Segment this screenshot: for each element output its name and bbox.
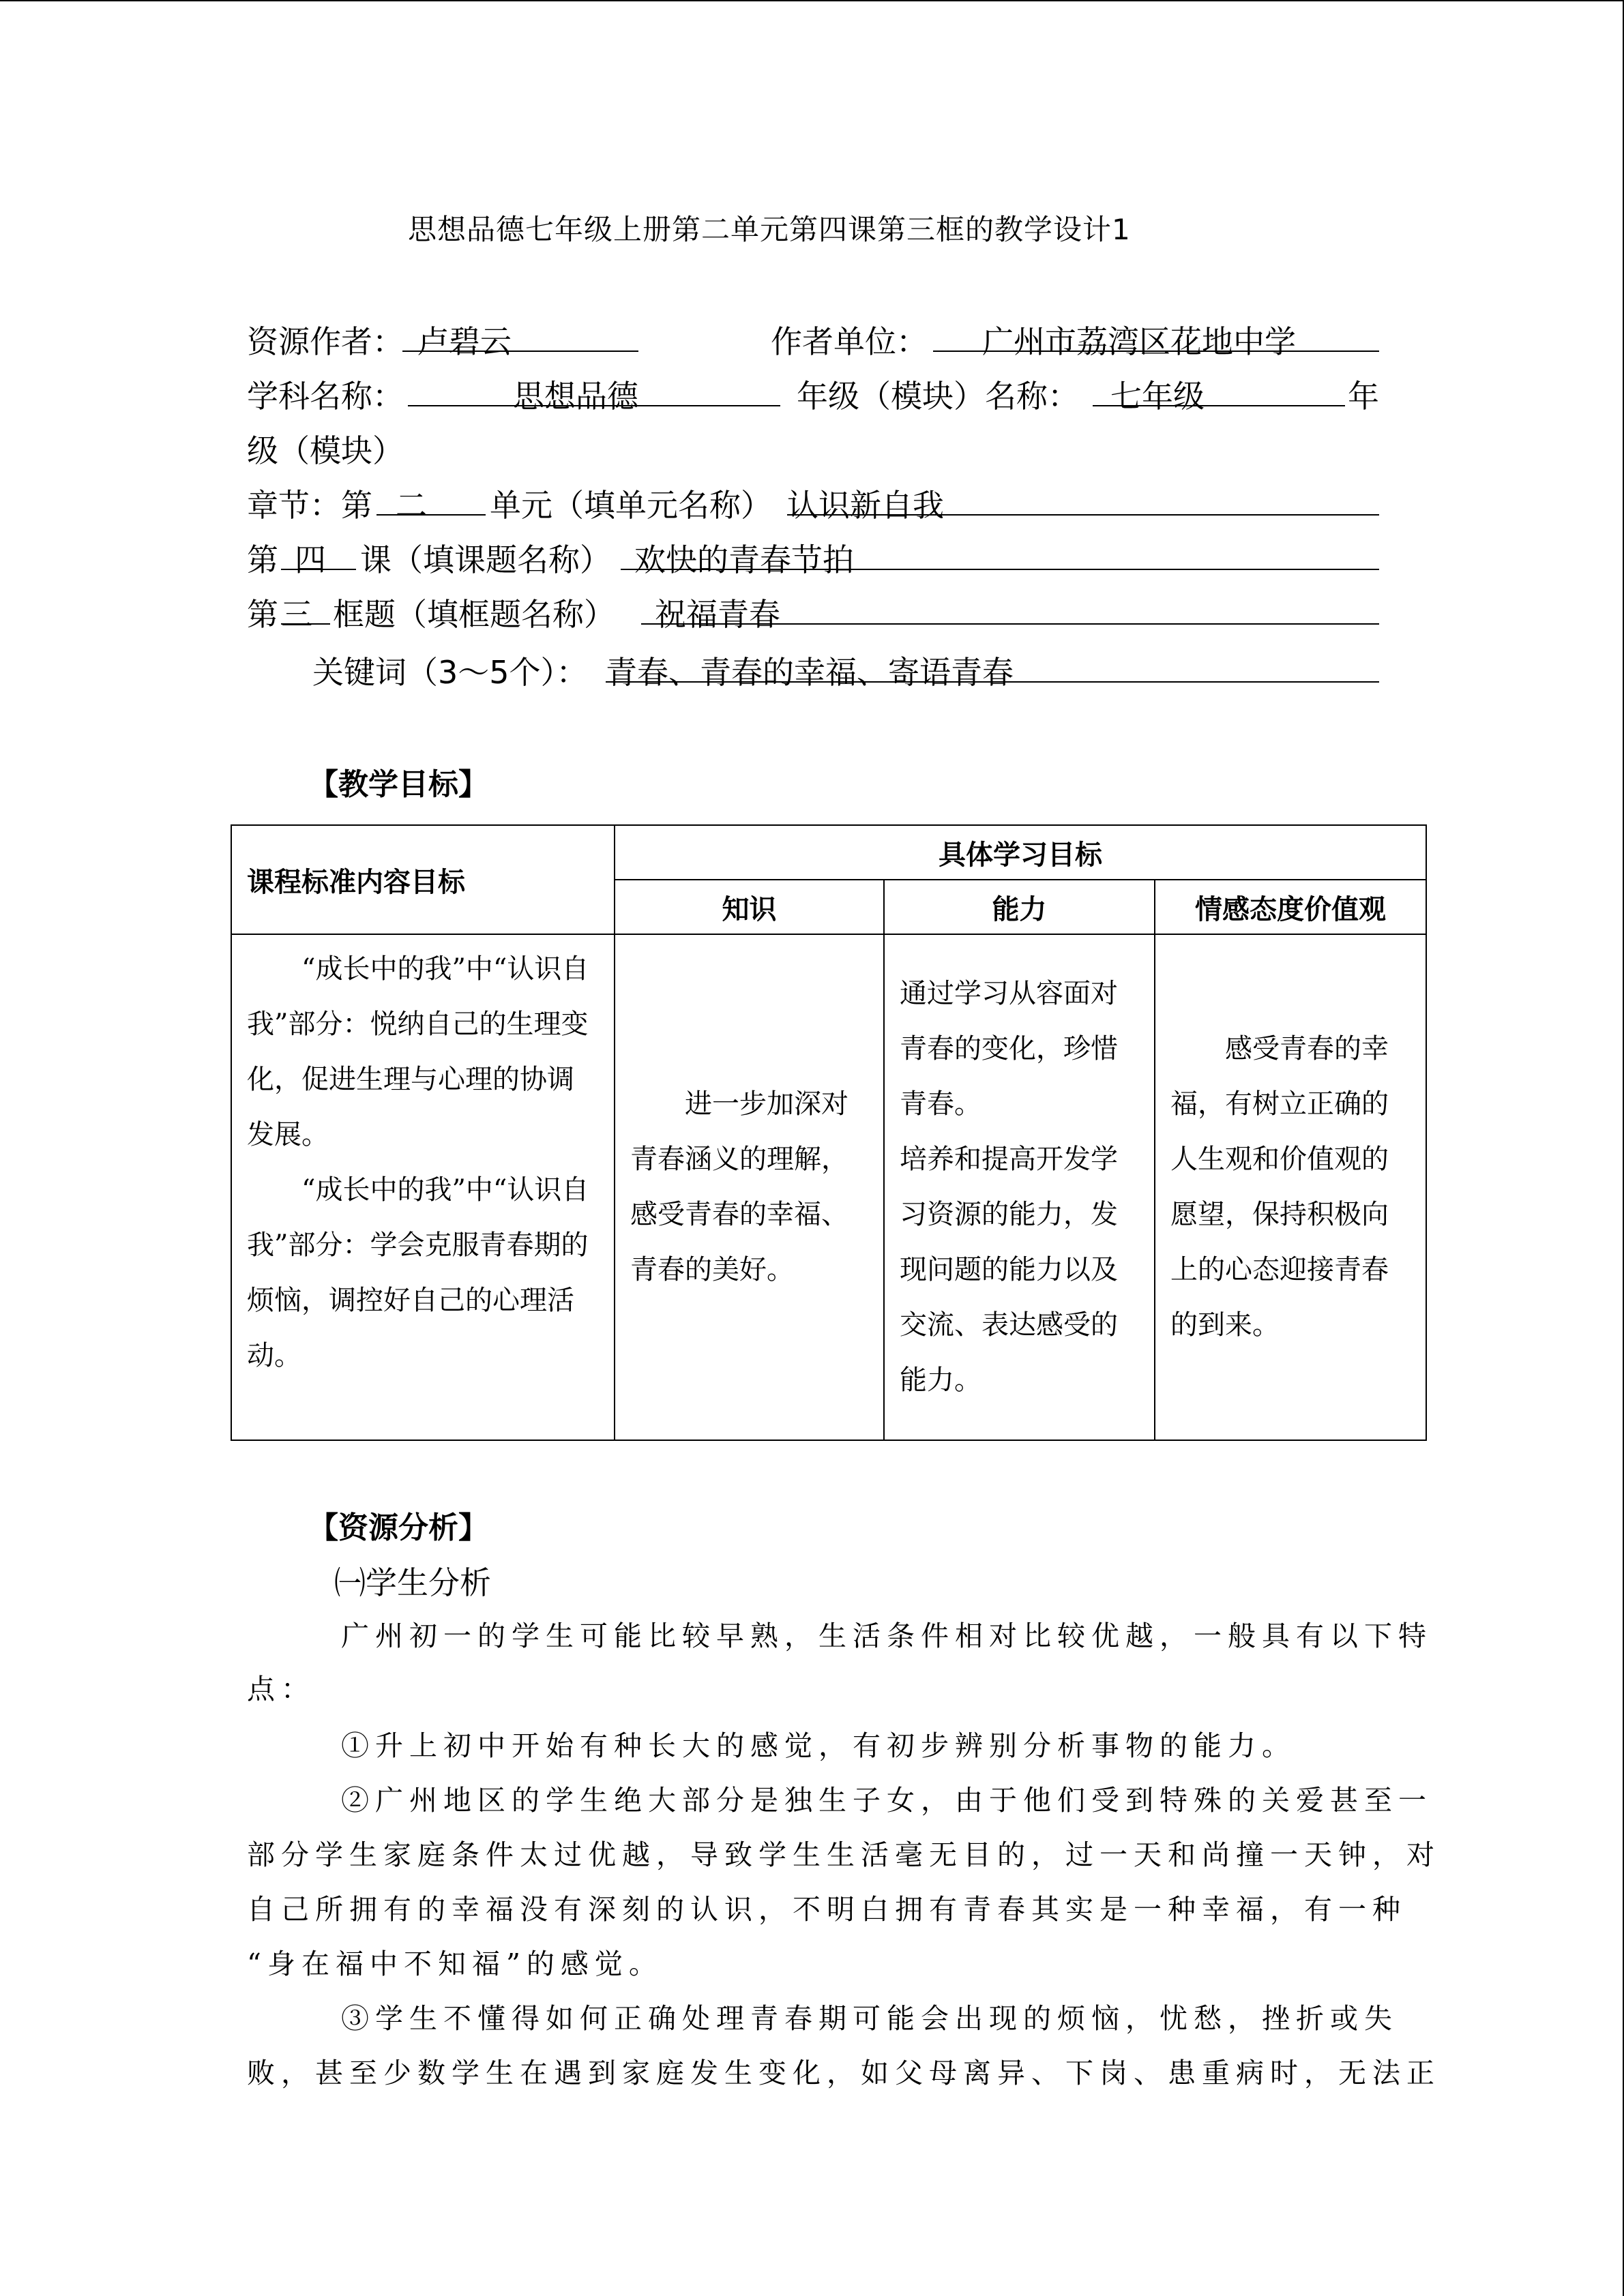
grade-value: 七年级 [1110, 378, 1205, 415]
chapter-num-underline [377, 483, 486, 516]
analysis-line: 部分学生家庭条件太过优越，导致学生生活毫无目的，过一天和尚撞一天钟，对 [247, 1838, 1441, 1871]
standard-paragraph: “成长中的我”中“认识自我”部分：学会克服青春期的烦恼，调控好自己的心理活动。 [247, 1174, 589, 1371]
lesson-num: 四 [295, 541, 326, 578]
ability-cell [884, 934, 1155, 1440]
standard-cell [231, 934, 615, 1440]
goals-heading: 【教学目标】 [308, 767, 488, 802]
analysis-line: ②广州地区的学生绝大部分是独生子女，由于他们受到特殊的关爱甚至一 [341, 1784, 1432, 1817]
document-title: 思想品德七年级上册第二单元第四课第三框的教学设计1 [408, 213, 1131, 246]
grade-label: 年级（模块）名称： [797, 378, 1079, 415]
grade-suffix: 年 [1348, 378, 1379, 415]
chapter-middle: 单元（填单元名称） [490, 487, 772, 524]
knowledge-text: 进一步加深对青春涵义的理解，感受青春的幸福、青春的美好。 [630, 1088, 848, 1285]
lesson-name: 欢快的青春节拍 [634, 541, 854, 578]
chapter-name: 认识新自我 [787, 487, 944, 524]
frame-name: 祝福青春 [655, 596, 780, 633]
subject-value: 思想品德 [513, 378, 638, 415]
col-ability-header: 能力 [884, 880, 1155, 934]
analysis-line: ③学生不懂得如何正确处理青春期可能会出现的烦恼，忧愁，挫折或失 [341, 2002, 1398, 2035]
unit-value: 广州市荔湾区花地中学 [982, 323, 1296, 360]
analysis-line: 点： [247, 1673, 315, 1705]
analysis-line: 自己所拥有的幸福没有深刻的认识，不明白拥有青春其实是一种幸福，有一种 [247, 1893, 1406, 1926]
lesson-middle: 课（填课题名称） [360, 541, 611, 578]
analysis-line: 广州初一的学生可能比较早熟，生活条件相对比较优越，一般具有以下特 [341, 1620, 1432, 1652]
student-analysis-heading: ㈠学生分析 [334, 1564, 491, 1601]
frame-prefix: 第 [247, 596, 278, 633]
author-value: 卢碧云 [417, 323, 512, 360]
ability-paragraph: 通过学习从容面对青春的变化，珍惜青春。 [900, 978, 1118, 1120]
author-label: 资源作者： [247, 323, 404, 360]
keywords-label: 关键词（3～5个）： [312, 654, 588, 691]
chapter-num: 二 [396, 487, 427, 524]
goals-table [231, 824, 1427, 1441]
col-standard-header: 课程标准内容目标 [231, 825, 615, 934]
analysis-heading: 【资源分析】 [308, 1510, 488, 1545]
analysis-line: 败，甚至少数学生在遇到家庭发生变化，如父母离异、下岗、患重病时，无法正 [247, 2057, 1441, 2089]
standard-paragraph: “成长中的我”中“认识自我”部分：悦纳自己的生理变化，促进生理与心理的协调发展。 [247, 953, 589, 1150]
subject-label: 学科名称： [247, 378, 404, 415]
col-knowledge-header: 知识 [615, 880, 884, 934]
grade-suffix-continued: 级（模块） [247, 432, 404, 469]
analysis-line: ①升上初中开始有种长大的感觉，有初步辨别分析事物的能力。 [341, 1729, 1296, 1762]
lesson-prefix: 第 [247, 541, 278, 578]
frame-middle: 框题（填框题名称） [333, 596, 615, 633]
col-specific-header: 具体学习目标 [615, 825, 1426, 880]
frame-num: 三 [281, 596, 312, 633]
chapter-prefix: 章节：第 [247, 487, 372, 524]
knowledge-cell [615, 934, 884, 1440]
col-emotion-header: 情感态度价值观 [1155, 880, 1426, 934]
keywords-value: 青春、青春的幸福、寄语青春 [606, 654, 1014, 691]
ability-paragraph: 培养和提高开发学习资源的能力，发现问题的能力以及交流、表达感受的能力。 [900, 1144, 1118, 1396]
emotion-text: 感受青春的幸福，有树立正确的人生观和价值观的愿望，保持积极向上的心态迎接青春的到来。 [1170, 1033, 1389, 1341]
analysis-line: “身在福中不知福”的感觉。 [247, 1948, 663, 1980]
unit-label: 作者单位： [771, 323, 928, 360]
emotion-cell [1155, 934, 1426, 1440]
